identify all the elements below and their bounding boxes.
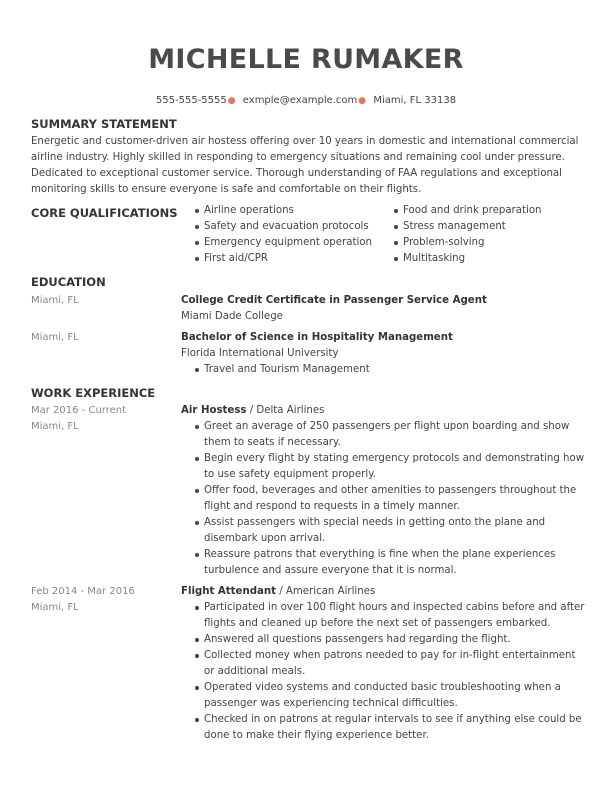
qualifications-title: CORE QUALIFICATIONS [31, 206, 178, 220]
job-heading [181, 403, 591, 419]
school: Miami Dade College [181, 311, 283, 322]
list-item: Offer food, beverages and other amenities to passengers throughout the flight and respond to requests in a timely manner. [181, 483, 591, 515]
list-item: Operated video systems and conducted basic troubleshooting when a passenger was experiencing technical difficulties. [181, 680, 591, 712]
job-dates: Feb 2014 - Mar 2016 [31, 586, 135, 597]
job-company: / American Airlines [275, 586, 376, 597]
job-company: / Delta Airlines [246, 405, 325, 416]
list-item: Reassure patrons that everything is fine when the plane experiences turbulence and assure everyone that it is normal. [181, 547, 591, 579]
list-item: Begin every flight by stating emergency protocols and demonstrating how to use safety equipment properly. [181, 451, 591, 483]
separator-dot: ● [358, 96, 367, 106]
list-item: Multitasking [380, 251, 542, 267]
job-heading [181, 584, 591, 600]
degree: Bachelor of Science in Hospitality Management [181, 332, 453, 343]
job-entry [181, 584, 591, 744]
email: exmple@example.com [242, 95, 358, 106]
list-item: Emergency equipment operation [181, 235, 372, 251]
summary-line: monitoring skills to ensure everyone is safe and comfortable on their flights. [31, 184, 422, 195]
job-role: Air Hostess [181, 405, 247, 416]
contact-line [0, 95, 612, 106]
school: Florida International University [181, 348, 339, 359]
list-item: Travel and Tourism Management [181, 362, 591, 378]
degree: College Credit Certificate in Passenger Service Agent [181, 295, 487, 306]
job-meta [31, 584, 135, 616]
list-item: First aid/CPR [181, 251, 372, 267]
education-details [181, 362, 591, 378]
job-location: Miami, FL [31, 602, 79, 613]
education-entry [181, 293, 591, 325]
summary-text [31, 134, 586, 198]
job-location: Miami, FL [31, 421, 79, 432]
education-location: Miami, FL [31, 295, 79, 306]
job-entry [181, 403, 591, 579]
job-role: Flight Attendant [181, 586, 276, 597]
education-entry [181, 330, 591, 378]
list-item: Greet an average of 250 passengers per flight upon boarding and show them to seats if necessary. [181, 419, 591, 451]
education-location: Miami, FL [31, 332, 79, 343]
qualifications-list-right [380, 203, 542, 267]
list-item: Checked in on patrons at regular intervals to see if anything else could be done to make their flying experience better. [181, 712, 591, 744]
location: Miami, FL 33138 [373, 95, 457, 106]
list-item: Participated in over 100 flight hours and inspected cabins before and after flights and cleaned up before the next set of passengers embarked. [181, 600, 591, 632]
list-item: Food and drink preparation [380, 203, 542, 219]
experience-title: WORK EXPERIENCE [31, 386, 156, 400]
list-item: Assist passengers with special needs in getting onto the plane and disembark upon arrival. [181, 515, 591, 547]
list-item: Stress management [380, 219, 542, 235]
qualifications-list-left [181, 203, 372, 267]
list-item: Collected money when patrons needed to pay for in-flight entertainment or additional meals. [181, 648, 591, 680]
list-item: Answered all questions passengers had regarding the flight. [181, 632, 591, 648]
job-dates: Mar 2016 - Current [31, 405, 127, 416]
summary-title: SUMMARY STATEMENT [31, 117, 177, 131]
separator-dot: ● [227, 96, 236, 106]
education-title: EDUCATION [31, 275, 106, 289]
summary-line: Energetic and customer-driven air hostess offering over 10 years in domestic and international commercial [31, 136, 579, 147]
list-item: Problem-solving [380, 235, 542, 251]
summary-line: airline industry. Highly skilled in responding to emergency situations and remaining cool under pressure. [31, 152, 565, 163]
summary-line: Dedicated to exceptional customer service. Thorough understanding of FAA regulations and exceptional [31, 168, 562, 179]
phone: 555-555-5555 [155, 95, 227, 106]
list-item: Safety and evacuation protocols [181, 219, 372, 235]
job-bullets [181, 419, 591, 579]
list-item: Airline operations [181, 203, 372, 219]
candidate-name: MICHELLE RUMAKER [148, 44, 464, 75]
job-meta [31, 403, 126, 435]
job-bullets [181, 600, 591, 744]
